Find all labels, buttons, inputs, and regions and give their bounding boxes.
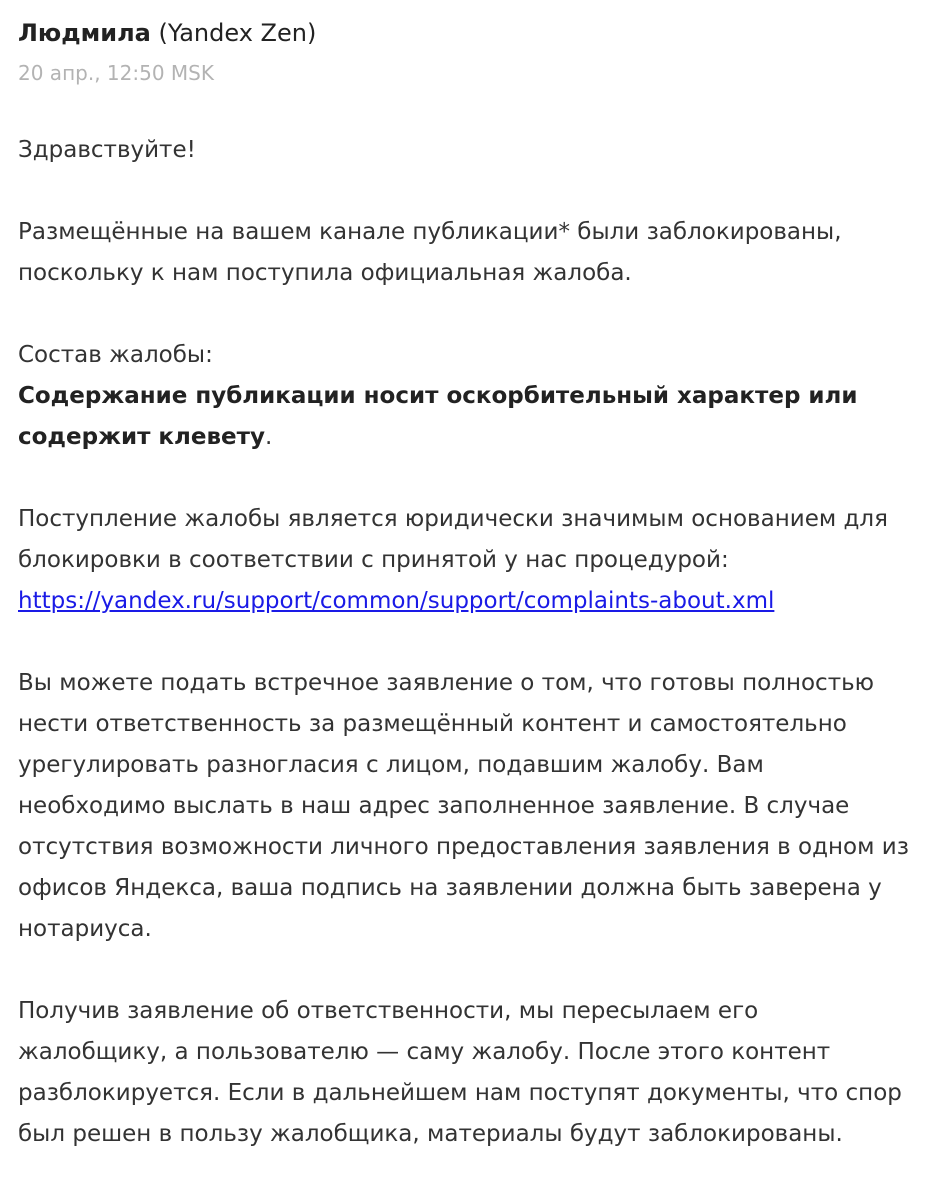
sender-name[interactable]: Людмила xyxy=(18,19,151,47)
message-header xyxy=(18,16,910,88)
sender[interactable] xyxy=(18,16,910,50)
message-body xyxy=(18,130,910,1155)
complaint-text: Содержание публикации носит оскорбительный характер или содержит клевету xyxy=(18,383,858,450)
paragraph-blocked: Размещённые на вашем канале публикации* были заблокированы, поскольку к нам поступила официальная жалоба. xyxy=(18,219,842,286)
complaint-end: . xyxy=(264,424,273,450)
complaints-link[interactable]: https://yandex.ru/support/common/support/complaints-about.xml xyxy=(18,588,775,614)
greeting: Здравствуйте! xyxy=(18,137,196,163)
complaint-label: Состав жалобы: xyxy=(18,342,213,368)
paragraph-process: Получив заявление об ответственности, мы пересылаем его жалобщику, а пользователю — саму жалобу. После этого контент разблокируется. Если в дальнейшем нам поступят документы, что спор был решен в пользу жалобщика, материалы будут заблокированы. xyxy=(18,998,902,1147)
sender-org: (Yandex Zen) xyxy=(158,19,317,47)
paragraph-counter-statement: Вы можете подать встречное заявление о том, что готовы полностью нести ответственность за размещённый контент и самостоятельно урегулировать разногласия с лицом, подавшим жалобу. Вам необходимо выслать в наш адрес заполненное заявление. В случае отсутствия возможности личного предоставления заявления в одном из офисов Яндекса, ваша подпись на заявлении должна быть заверена у нотариуса. xyxy=(18,670,909,942)
legal-text: Поступление жалобы является юридически значимым основанием для блокировки в соответствии с принятой у нас процедурой: xyxy=(18,506,888,573)
paragraph-complaint xyxy=(18,335,910,458)
paragraph-legal xyxy=(18,499,910,622)
message-date: 20 апр., 12:50 MSK xyxy=(18,61,214,85)
